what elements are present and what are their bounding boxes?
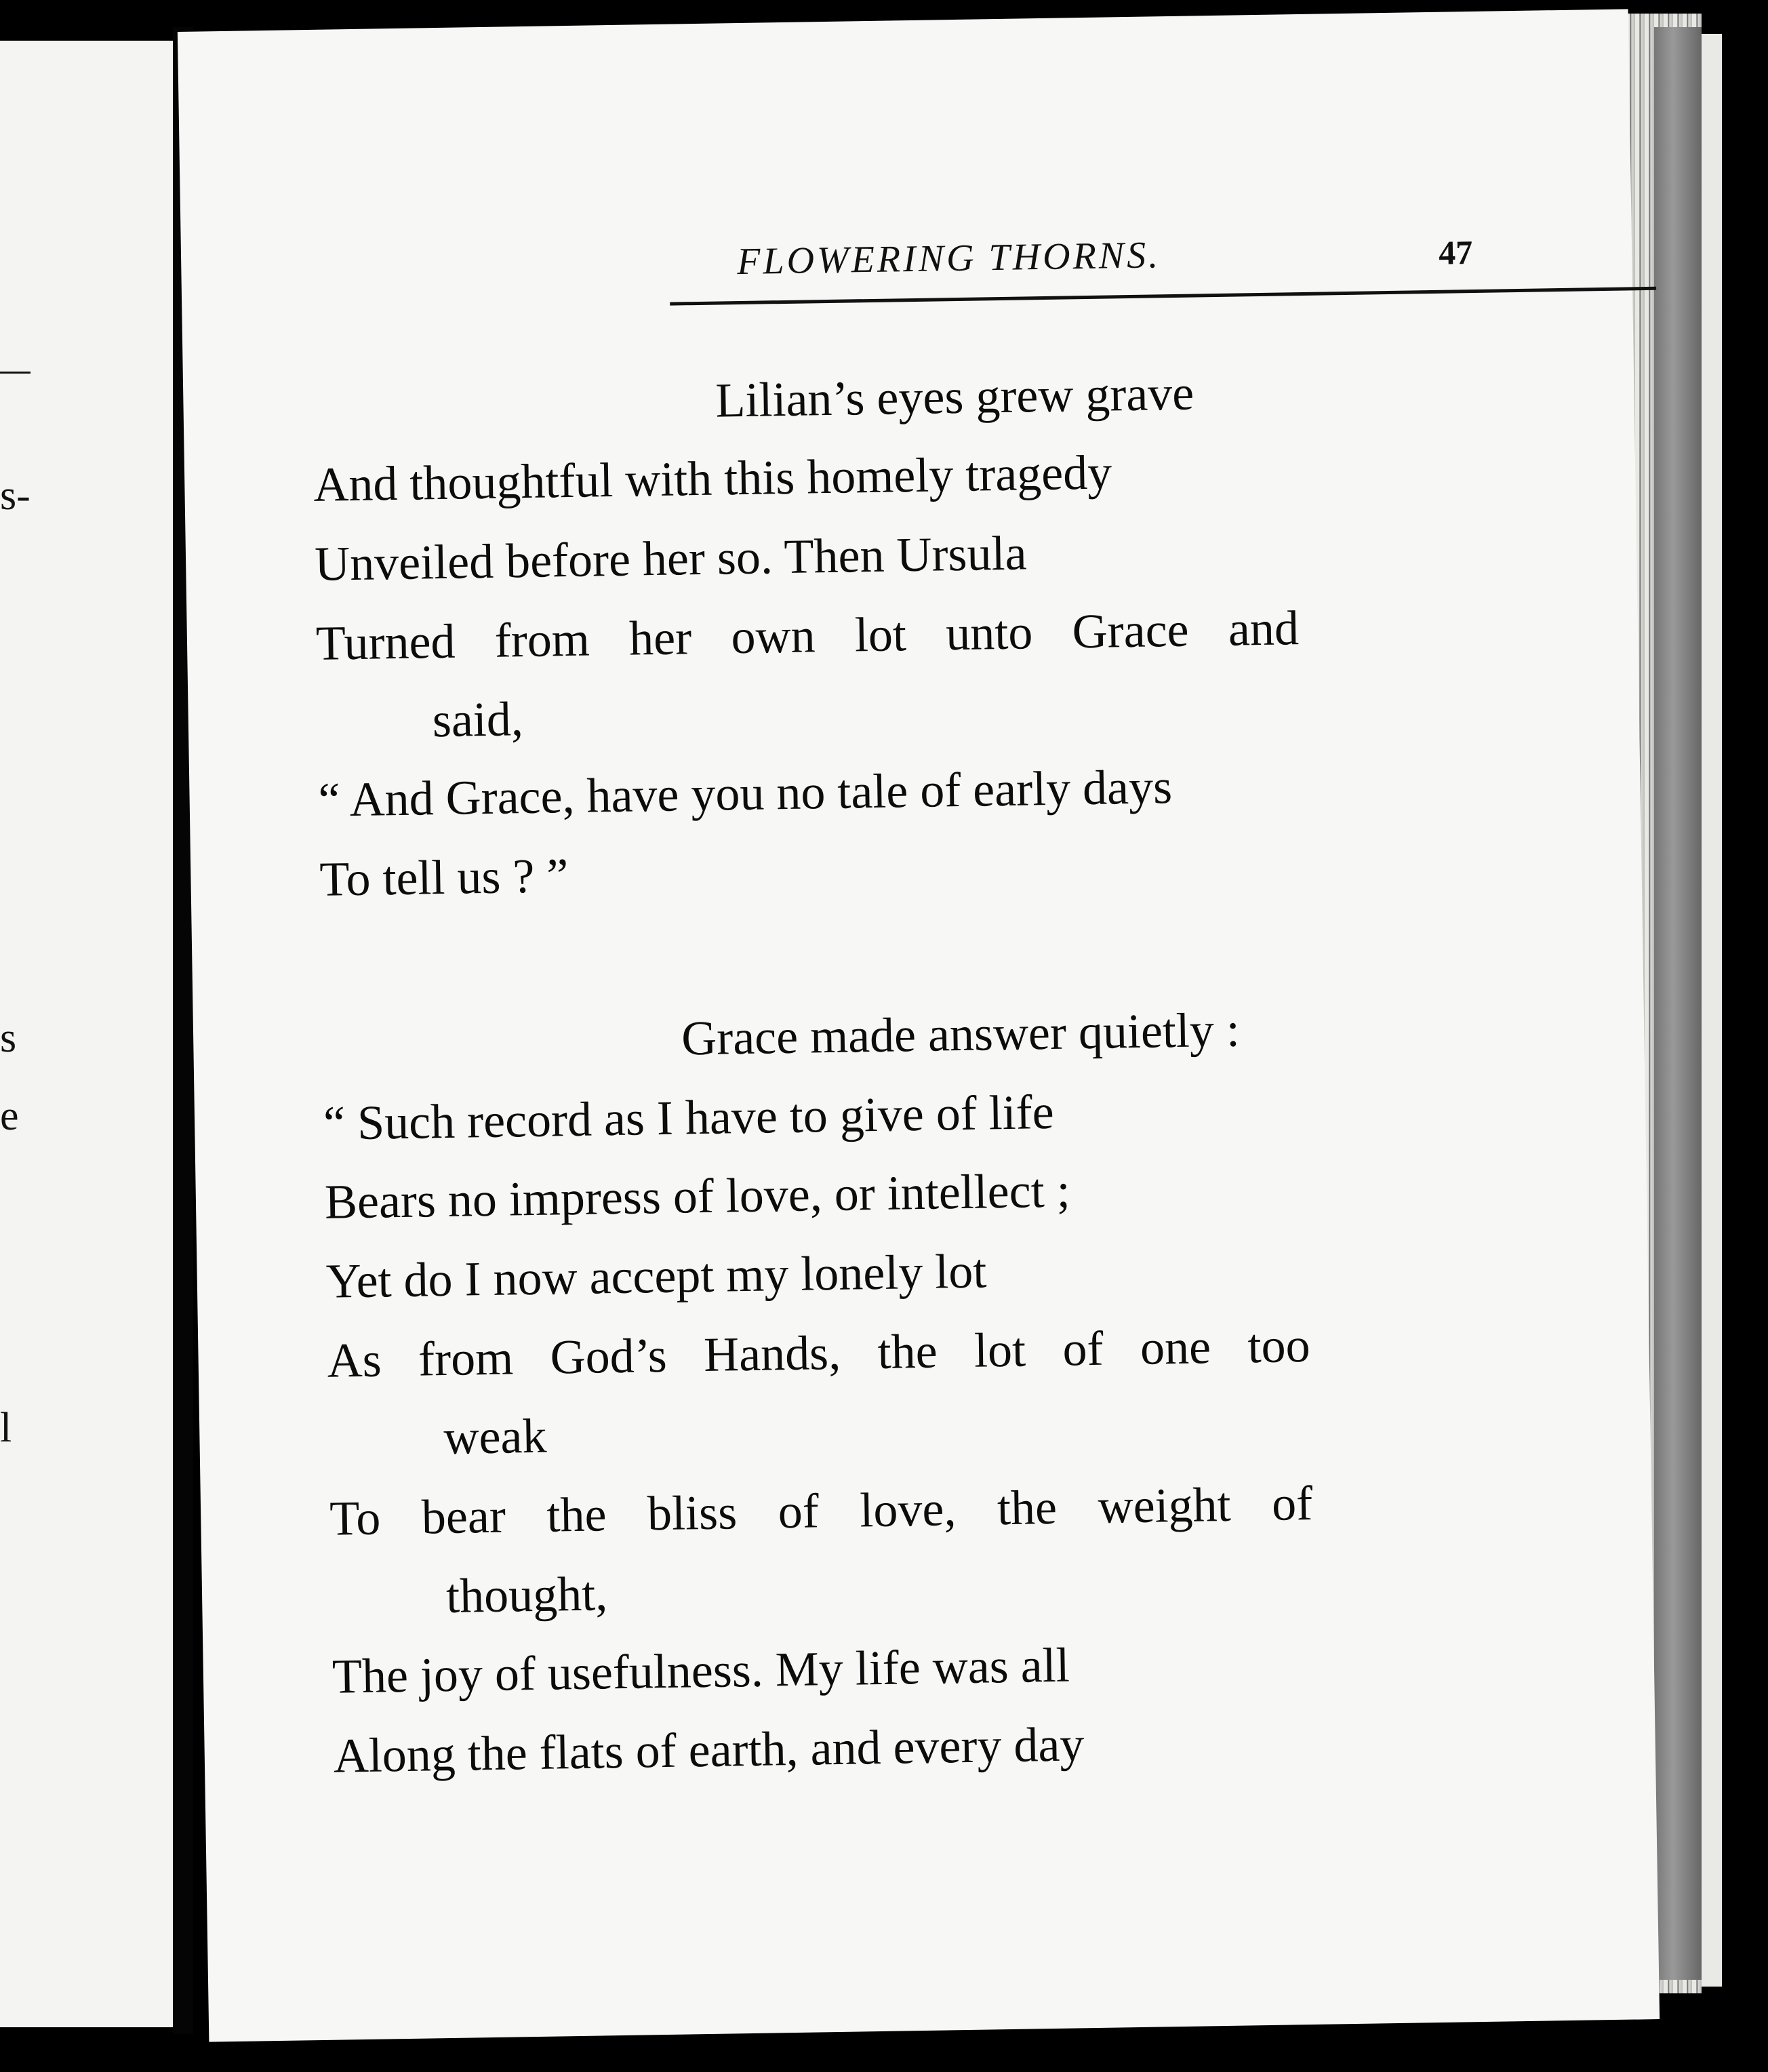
- right-page: [178, 9, 1660, 2041]
- poem-text: [312, 351, 1410, 1783]
- running-head: [540, 228, 1490, 298]
- text-line: To bear the bliss of love, the weight of: [329, 1475, 1313, 1546]
- text-line: Unveiled before her so. Then Ursula: [314, 525, 1028, 591]
- text-line: Bears no impress of love, or intellect ;: [324, 1163, 1071, 1229]
- text-line: said,: [432, 692, 524, 748]
- text-line: Along the flats of earth, and every day: [333, 1717, 1085, 1783]
- left-facing-page: [0, 41, 173, 2027]
- text-line: “ And Grace, have you no tale of early days: [318, 759, 1173, 827]
- left-page-fragment: l: [0, 1405, 12, 1451]
- text-line: The joy of usefulness. My life was all: [332, 1637, 1070, 1704]
- text-line: To tell us ? ”: [319, 848, 569, 906]
- text-line: And thoughtful with this homely tragedy: [313, 445, 1112, 512]
- cover-edge: [1702, 34, 1722, 1987]
- left-page-rule: [0, 372, 31, 374]
- text-line: As from God’s Hands, the lot of one too: [327, 1317, 1311, 1388]
- text-line: thought,: [445, 1566, 608, 1624]
- text-line: “ Such record as I have to give of life: [323, 1084, 1055, 1151]
- left-page-fragment: s: [0, 1015, 17, 1061]
- text-line: Grace made answer quietly :: [681, 1002, 1241, 1066]
- text-line: weak: [443, 1408, 547, 1465]
- left-page-fragment: e: [0, 1093, 19, 1139]
- left-page-fragment: s-: [0, 473, 31, 519]
- text-line: Turned from her own lot unto Grace and: [315, 601, 1300, 671]
- text-line: Yet do I now accept my lonely lot: [325, 1243, 987, 1309]
- running-head-title: FLOWERING THORNS.: [736, 234, 1161, 283]
- page-block-shadow: [1654, 27, 1702, 1980]
- head-rule: [670, 287, 1656, 306]
- page-number: 47: [1438, 233, 1473, 272]
- text-line: Lilian’s eyes grew grave: [715, 365, 1194, 428]
